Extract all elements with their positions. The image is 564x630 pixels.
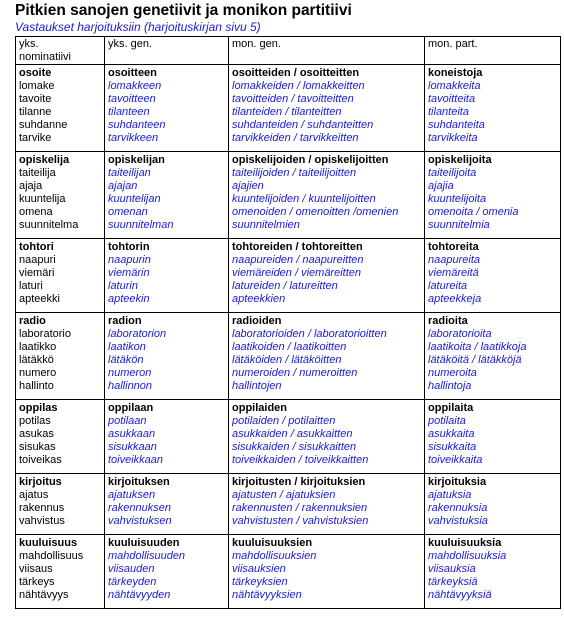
answer-form: lomakkeiden / lomakkeitten: [232, 80, 365, 92]
answer-form: nähtävyyksien: [232, 589, 302, 601]
answer-form: suhdanteiden / suhdanteitten: [232, 119, 374, 131]
group-head-word: opiskelija: [19, 154, 70, 166]
answer-form: taiteilijoita: [428, 167, 477, 179]
base-word: lätäkkö: [19, 354, 54, 366]
answer-form: tavoitteen: [108, 93, 156, 105]
base-word: rakennus: [19, 502, 65, 514]
plural-partitive-cell: [425, 152, 561, 239]
base-word: laboratorio: [19, 328, 71, 340]
answer-form: kuuntelijoiden / kuuntelijoitten: [232, 193, 376, 205]
plural-genitive-cell: [229, 239, 425, 313]
answer-form: latureita: [428, 280, 468, 292]
base-word: asukas: [19, 428, 54, 440]
group-head-word: osoitteen: [108, 67, 157, 79]
group-head-word: radioiden: [232, 315, 282, 327]
base-word: tilanne: [19, 106, 52, 118]
answer-form: naapureiden / naapureitten: [232, 254, 364, 266]
plural-genitive-cell: [229, 474, 425, 535]
base-word: lomake: [19, 80, 55, 92]
answer-form: rakennuksia: [428, 502, 488, 514]
answer-form: tavoitteiden / tavoitteitten: [232, 93, 354, 105]
answer-form: toiveikkaiden / toiveikkaitten: [232, 454, 369, 466]
answer-form: tärkeyksien: [232, 576, 288, 588]
group-head-word: oppilaita: [428, 402, 474, 414]
answer-form: omenoita / omenia: [428, 206, 519, 218]
answer-form: numeroita: [428, 367, 477, 379]
answer-form: apteekkien: [232, 293, 286, 305]
answer-form: vahvistuksia: [428, 515, 488, 527]
plural-partitive-cell: [425, 65, 561, 152]
answer-form: tarvikkeen: [108, 132, 159, 144]
answer-form: viemäreitä: [428, 267, 479, 279]
group-head-word: kuuluisuuksien: [232, 537, 313, 549]
header-nominative: yks. nominatiivi: [16, 37, 105, 65]
answer-form: naapureita: [428, 254, 480, 266]
plural-genitive-cell: [229, 535, 425, 609]
nominative-cell: [16, 65, 105, 152]
plural-partitive-cell: [425, 474, 561, 535]
answer-form: toiveikkaan: [108, 454, 164, 466]
base-word: sisukas: [19, 441, 56, 453]
answer-form: ajatusten / ajatuksien: [232, 489, 336, 501]
answer-form: asukkaita: [428, 428, 475, 440]
group-head-word: opiskelijoiden / opiskelijoitten: [232, 154, 389, 166]
answer-form: potilaiden / potilaitten: [232, 415, 336, 427]
nominative-cell: [16, 313, 105, 400]
answer-form: asukkaiden / asukkaitten: [232, 428, 353, 440]
answer-form: laatikoiden / laatikoitten: [232, 341, 347, 353]
answer-form: tilanteen: [108, 106, 150, 118]
answer-form: numeroiden / numeroitten: [232, 367, 358, 379]
answer-form: suunnitelman: [108, 219, 174, 231]
plural-genitive-cell: [229, 400, 425, 474]
answer-form: sisukkaita: [428, 441, 477, 453]
nominative-cell: [16, 474, 105, 535]
answer-form: ajajien: [232, 180, 264, 192]
word-group-row: [16, 535, 561, 609]
answer-form: taiteilijan: [108, 167, 151, 179]
base-word: suhdanne: [19, 119, 68, 131]
answer-form: sisukkaan: [108, 441, 157, 453]
group-head-word: kirjoituksia: [428, 476, 487, 488]
plural-genitive-cell: [229, 65, 425, 152]
answer-form: viisauksia: [428, 563, 476, 575]
word-group-row: [16, 474, 561, 535]
singular-genitive-cell: [105, 313, 229, 400]
header-singular-genitive: yks. gen.: [105, 37, 229, 65]
singular-genitive-cell: [105, 535, 229, 609]
group-head-word: koneistoja: [428, 67, 483, 79]
group-head-word: tohtorin: [108, 241, 150, 253]
base-word: tarvike: [19, 132, 52, 144]
nominative-cell: [16, 400, 105, 474]
singular-genitive-cell: [105, 65, 229, 152]
answer-form: suhdanteen: [108, 119, 166, 131]
group-head-word: oppilas: [19, 402, 58, 414]
plural-partitive-cell: [425, 239, 561, 313]
group-head-word: kirjoitus: [19, 476, 62, 488]
answer-form: vahvistuksen: [108, 515, 172, 527]
nominative-cell: [16, 535, 105, 609]
base-word: toiveikas: [19, 454, 62, 466]
answer-form: viemärin: [108, 267, 150, 279]
answer-form: suunnitelmien: [232, 219, 300, 231]
nominative-cell: [16, 152, 105, 239]
header-plural-genitive: mon. gen.: [229, 37, 425, 65]
answer-form: laturin: [108, 280, 138, 292]
group-head-word: opiskelijoita: [428, 154, 492, 166]
plural-partitive-cell: [425, 313, 561, 400]
group-head-word: kuuluisuuden: [108, 537, 180, 549]
base-word: vahvistus: [19, 515, 65, 527]
answer-form: mahdollisuuksia: [428, 550, 507, 562]
word-group-row: [16, 239, 561, 313]
word-group-row: [16, 313, 561, 400]
answer-form: viisauden: [108, 563, 155, 575]
answer-form: tärkeyksiä: [428, 576, 478, 588]
answer-form: apteekin: [108, 293, 150, 305]
group-head-word: opiskelijan: [108, 154, 165, 166]
answer-form: laboratorioita: [428, 328, 492, 340]
answer-form: kuuntelijoita: [428, 193, 487, 205]
base-word: nähtävyys: [19, 589, 69, 601]
group-head-word: tohtoreiden / tohtoreitten: [232, 241, 363, 253]
base-word: ajatus: [19, 489, 49, 501]
answer-form: latureiden / latureitten: [232, 280, 338, 292]
answer-form: hallintojen: [232, 380, 282, 392]
plural-partitive-cell: [425, 400, 561, 474]
answer-form: lomakkeen: [108, 80, 162, 92]
page-title: Pitkien sanojen genetiivit ja monikon partitiivi: [15, 2, 352, 19]
answer-form: omenoiden / omenoitten /omenien: [232, 206, 399, 218]
answer-form: mahdollisuuden: [108, 550, 186, 562]
base-word: viemäri: [19, 267, 55, 279]
answer-form: lätäköiden / lätäköitten: [232, 354, 342, 366]
answer-form: kuuntelijan: [108, 193, 161, 205]
answer-form: ajatuksia: [428, 489, 472, 501]
answer-form: sisukkaiden / sisukkaitten: [232, 441, 357, 453]
word-group-row: [16, 400, 561, 474]
base-word: tärkeys: [19, 576, 55, 588]
base-word: apteekki: [19, 293, 60, 305]
answer-form: tilanteita: [428, 106, 469, 118]
plural-partitive-cell: [425, 535, 561, 609]
answer-form: apteekkeja: [428, 293, 482, 305]
base-word: numero: [19, 367, 57, 379]
group-head-word: kirjoitusten / kirjoituksien: [232, 476, 366, 488]
answer-form: viemäreiden / viemäreitten: [232, 267, 362, 279]
answer-form: tarvikkeita: [428, 132, 478, 144]
answer-form: rakennusten / rakennuksien: [232, 502, 368, 514]
header-plural-partitive: mon. part.: [425, 37, 561, 65]
answer-form: tilanteiden / tilanteitten: [232, 106, 342, 118]
group-head-word: osoite: [19, 67, 52, 79]
group-head-word: tohtoreita: [428, 241, 479, 253]
answer-form: laatikoita / laatikkoja: [428, 341, 527, 353]
answer-form: hallintoja: [428, 380, 472, 392]
answer-form: ajajia: [428, 180, 454, 192]
base-word: suunnitelma: [19, 219, 79, 231]
answer-form: tavoitteita: [428, 93, 476, 105]
base-word: viisaus: [19, 563, 53, 575]
group-head-word: oppilaiden: [232, 402, 287, 414]
answer-form: suunnitelmia: [428, 219, 490, 231]
genitive-table: [15, 36, 561, 609]
answer-form: rakennuksen: [108, 502, 171, 514]
plural-genitive-cell: [229, 313, 425, 400]
answer-form: lomakkeita: [428, 80, 481, 92]
base-word: kuuntelija: [19, 193, 66, 205]
group-head-word: kuuluisuuksia: [428, 537, 502, 549]
group-head-word: oppilaan: [108, 402, 154, 414]
answer-form: ajajan: [108, 180, 138, 192]
singular-genitive-cell: [105, 400, 229, 474]
answer-form: lätäköitä / lätäkköjä: [428, 354, 522, 366]
answer-form: hallinnon: [108, 380, 153, 392]
answer-form: naapurin: [108, 254, 151, 266]
singular-genitive-cell: [105, 239, 229, 313]
answer-form: tarvikkeiden / tarvikkeitten: [232, 132, 359, 144]
singular-genitive-cell: [105, 152, 229, 239]
base-word: omena: [19, 206, 53, 218]
header-row: [16, 37, 561, 65]
answer-form: viisauksien: [232, 563, 286, 575]
group-head-word: osoitteiden / osoitteitten: [232, 67, 360, 79]
group-head-word: kuuluisuus: [19, 537, 78, 549]
answer-form: numeron: [108, 367, 152, 379]
answer-form: ajatuksen: [108, 489, 156, 501]
singular-genitive-cell: [105, 474, 229, 535]
answer-form: toiveikkaita: [428, 454, 483, 466]
group-head-word: radioita: [428, 315, 468, 327]
answer-form: nähtävyyden: [108, 589, 171, 601]
word-group-row: [16, 152, 561, 239]
answer-form: suhdanteita: [428, 119, 485, 131]
page-subtitle: Vastaukset harjoituksiin (harjoituskirjan sivu 5): [15, 20, 261, 34]
answer-form: tärkeyden: [108, 576, 157, 588]
answer-form: taiteilijoiden / taiteilijoitten: [232, 167, 357, 179]
word-group-row: [16, 65, 561, 152]
answer-form: vahvistusten / vahvistuksien: [232, 515, 369, 527]
base-word: tavoite: [19, 93, 52, 105]
base-word: potilas: [19, 415, 51, 427]
answer-form: mahdollisuuksien: [232, 550, 317, 562]
group-head-word: radion: [108, 315, 142, 327]
answer-form: omenan: [108, 206, 148, 218]
group-head-word: kirjoituksen: [108, 476, 170, 488]
base-word: hallinto: [19, 380, 54, 392]
answer-form: asukkaan: [108, 428, 156, 440]
answer-form: laatikon: [108, 341, 146, 353]
base-word: mahdollisuus: [19, 550, 84, 562]
answer-form: potilaita: [428, 415, 466, 427]
answer-form: potilaan: [108, 415, 147, 427]
base-word: naapuri: [19, 254, 56, 266]
answer-form: lätäkön: [108, 354, 144, 366]
plural-genitive-cell: [229, 152, 425, 239]
group-head-word: radio: [19, 315, 46, 327]
base-word: taiteilija: [19, 167, 56, 179]
nominative-cell: [16, 239, 105, 313]
answer-form: nähtävyyksiä: [428, 589, 492, 601]
answer-form: laboratorion: [108, 328, 167, 340]
answer-form: laboratorioiden / laboratorioitten: [232, 328, 387, 340]
base-word: laatikko: [19, 341, 57, 353]
base-word: ajaja: [19, 180, 43, 192]
base-word: laturi: [19, 280, 43, 292]
group-head-word: tohtori: [19, 241, 54, 253]
